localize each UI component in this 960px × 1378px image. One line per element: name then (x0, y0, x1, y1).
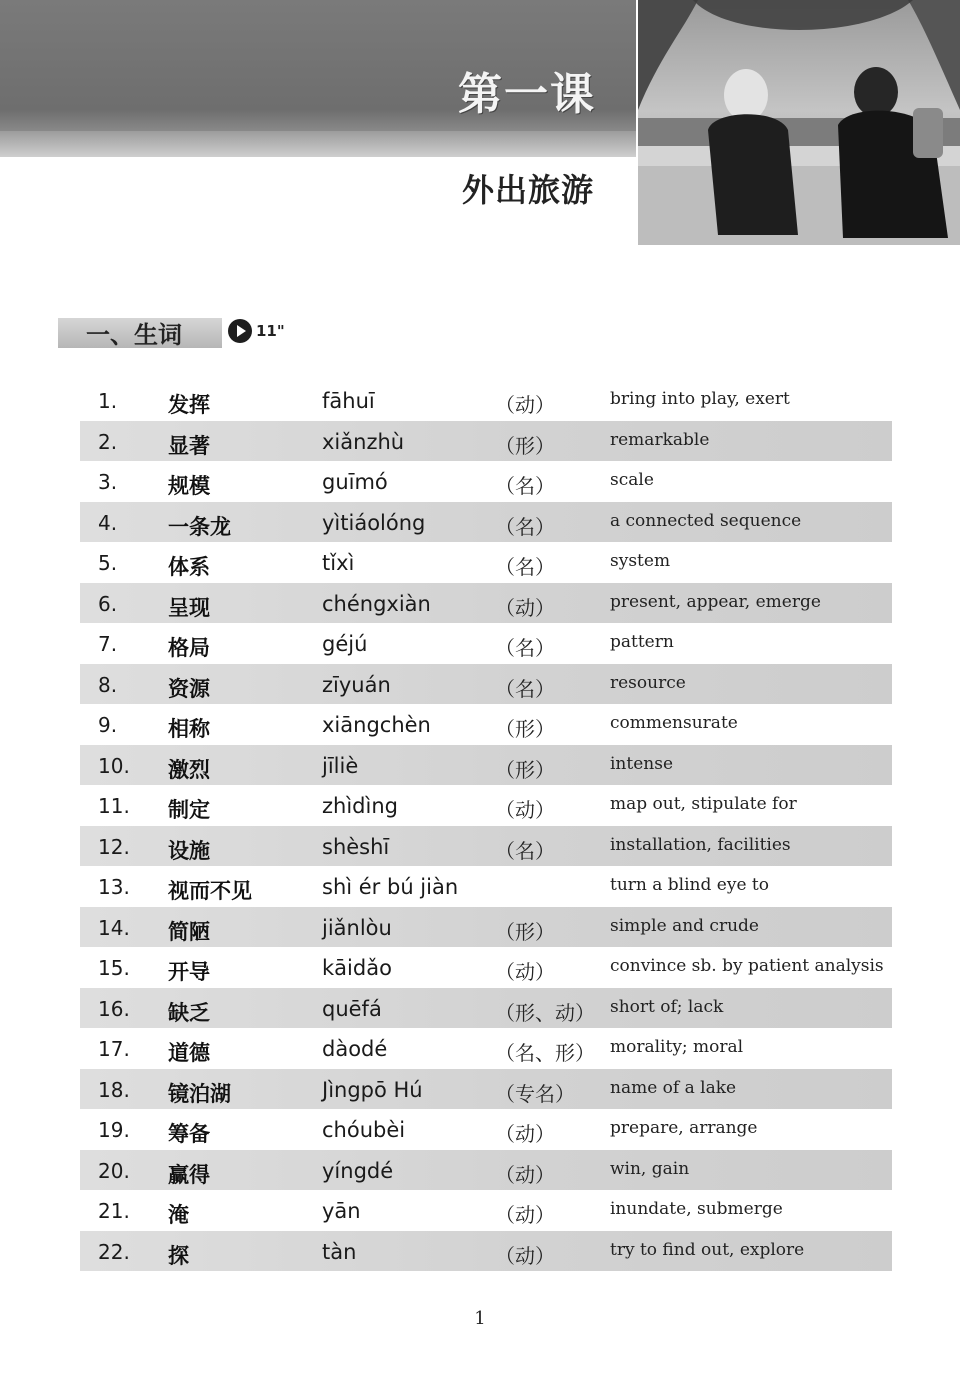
vocab-row (80, 1150, 892, 1191)
vocab-number: 6. (98, 591, 118, 616)
vocab-part-of-speech: （动） (495, 798, 555, 822)
vocab-english: system (610, 551, 671, 571)
vocab-hanzi: 视而不见 (168, 879, 252, 903)
vocab-part-of-speech: （形、动） (495, 1000, 595, 1025)
vocab-pinyin: shì ér bú jiàn (322, 875, 459, 899)
vocab-english: turn a blind eye to (610, 875, 769, 895)
vocab-row (80, 461, 892, 502)
vocab-number: 17. (98, 1037, 130, 1061)
vocab-pinyin: kāidǎo (322, 956, 392, 980)
vocab-english: convince sb. by patient analysis (610, 956, 884, 976)
vocab-row (80, 988, 892, 1029)
vocab-row (80, 785, 892, 826)
vocab-hanzi: 发挥 (168, 393, 210, 417)
vocab-number: 13. (98, 875, 130, 899)
vocab-hanzi: 筹备 (168, 1122, 210, 1146)
vocab-number: 15. (98, 956, 130, 980)
vocab-english: pattern (610, 632, 674, 652)
vocab-pinyin: xiāngchèn (322, 713, 431, 737)
vocab-row (80, 664, 892, 705)
vocab-row (80, 826, 892, 867)
vocab-number: 20. (98, 1158, 130, 1183)
vocab-part-of-speech: （名） (495, 474, 555, 498)
vocab-pinyin: shèshī (322, 834, 390, 859)
vocab-hanzi: 道德 (168, 1041, 210, 1065)
vocab-number: 2. (98, 429, 118, 454)
vocab-number: 10. (98, 753, 130, 778)
vocab-hanzi: 赢得 (168, 1162, 210, 1187)
vocab-pinyin: zhìdìng (322, 794, 398, 818)
lesson-title: 外出旅游 (462, 171, 595, 209)
section-title: 一、生词 (86, 320, 182, 349)
vocab-part-of-speech: （名） (495, 514, 555, 539)
audio-duration: 11" (256, 322, 285, 340)
vocab-english: simple and crude (610, 915, 759, 936)
vocab-part-of-speech: （名） (495, 636, 555, 660)
vocab-hanzi: 激烈 (168, 757, 210, 782)
vocab-english: bring into play, exert (610, 389, 790, 409)
vocab-hanzi: 相称 (168, 717, 210, 741)
vocab-row (80, 583, 892, 624)
vocab-hanzi: 资源 (168, 676, 210, 701)
vocab-english: map out, stipulate for (610, 794, 797, 814)
vocab-part-of-speech: （动） (495, 393, 555, 417)
vocab-pinyin: zīyuán (322, 672, 391, 697)
vocab-english: commensurate (610, 713, 738, 733)
vocab-number: 18. (98, 1077, 130, 1102)
vocab-row (80, 745, 892, 786)
vocab-part-of-speech: （名） (495, 555, 555, 579)
vocab-number: 5. (98, 551, 118, 575)
lesson-number: 第一课 (458, 69, 596, 120)
vocab-pinyin: tǐxì (322, 551, 355, 575)
vocab-english: try to find out, explore (610, 1239, 805, 1260)
vocab-row (80, 866, 892, 907)
vocab-hanzi: 淹 (168, 1203, 189, 1227)
vocab-part-of-speech: （动） (495, 960, 555, 984)
vocab-row (80, 1109, 892, 1150)
vocab-part-of-speech: （动） (495, 1122, 555, 1146)
vocab-english: inundate, submerge (610, 1199, 783, 1219)
vocab-number: 4. (98, 510, 118, 535)
vocab-hanzi: 缺乏 (168, 1000, 210, 1025)
vocab-number: 7. (98, 632, 118, 656)
vocab-part-of-speech: （形） (495, 717, 555, 741)
travel-photo-illustration (638, 0, 960, 245)
vocab-part-of-speech: （动） (495, 595, 555, 620)
vocab-row (80, 1069, 892, 1110)
vocab-pinyin: yān (322, 1199, 361, 1223)
vocab-row (80, 502, 892, 543)
vocab-number: 9. (98, 713, 118, 737)
audio-control[interactable] (228, 318, 285, 344)
vocab-hanzi: 规模 (168, 474, 210, 498)
page-number: 1 (474, 1308, 486, 1329)
vocab-english: short of; lack (610, 996, 724, 1017)
vocab-row (80, 1028, 892, 1069)
vocab-hanzi: 探 (168, 1243, 189, 1268)
vocab-pinyin: dàodé (322, 1037, 388, 1061)
vocab-hanzi: 开导 (168, 960, 210, 984)
vocab-pinyin: chéngxiàn (322, 591, 431, 616)
vocab-english: resource (610, 672, 686, 693)
vocab-part-of-speech: （动） (495, 1162, 555, 1187)
vocab-number: 1. (98, 389, 118, 413)
vocab-part-of-speech: （形） (495, 433, 555, 458)
vocab-english: present, appear, emerge (610, 591, 821, 612)
vocab-hanzi: 一条龙 (168, 514, 231, 539)
vocab-number: 19. (98, 1118, 130, 1142)
vocab-pinyin: yìtiáolóng (322, 510, 426, 535)
vocab-number: 8. (98, 672, 118, 697)
vocab-row (80, 542, 892, 583)
vocab-pinyin: guīmó (322, 470, 388, 494)
vocab-row (80, 947, 892, 988)
vocab-number: 3. (98, 470, 118, 494)
vocab-english: win, gain (610, 1158, 690, 1179)
vocab-part-of-speech: （名） (495, 838, 555, 863)
vocab-pinyin: géjú (322, 632, 368, 656)
vocab-number: 21. (98, 1199, 130, 1223)
vocab-hanzi: 设施 (168, 838, 210, 863)
vocab-number: 22. (98, 1239, 130, 1264)
vocab-english: installation, facilities (610, 834, 791, 855)
vocab-english: morality; moral (610, 1037, 744, 1057)
vocab-english: prepare, arrange (610, 1118, 758, 1138)
vocab-hanzi: 格局 (168, 636, 210, 660)
vocab-row (80, 1231, 892, 1272)
vocab-row (80, 1190, 892, 1231)
vocab-pinyin: xiǎnzhù (322, 429, 405, 454)
vocab-english: remarkable (610, 429, 710, 450)
vocab-pinyin: yíngdé (322, 1158, 394, 1183)
vocab-number: 11. (98, 794, 130, 818)
vocab-part-of-speech: （动） (495, 1243, 555, 1268)
vocab-part-of-speech: （动） (495, 1203, 555, 1227)
vocabulary-list (80, 380, 892, 1271)
vocab-number: 12. (98, 834, 130, 859)
vocab-part-of-speech: （名） (495, 676, 555, 701)
vocab-part-of-speech: （形） (495, 919, 555, 944)
vocab-pinyin: quēfá (322, 996, 382, 1021)
vocab-row (80, 704, 892, 745)
vocab-row (80, 380, 892, 421)
vocab-row (80, 907, 892, 948)
vocab-english: intense (610, 753, 674, 774)
vocab-part-of-speech: （专名） (495, 1081, 575, 1106)
vocab-pinyin: Jìngpō Hú (322, 1077, 423, 1102)
vocab-number: 14. (98, 915, 130, 940)
vocab-pinyin: chóubèi (322, 1118, 406, 1142)
vocab-pinyin: fāhuī (322, 389, 375, 413)
vocab-pinyin: jīliè (322, 753, 359, 778)
vocab-english: a connected sequence (610, 510, 802, 531)
vocab-part-of-speech: （名、形） (495, 1041, 595, 1065)
vocab-hanzi: 镜泊湖 (168, 1081, 231, 1106)
vocab-pinyin: tàn (322, 1239, 357, 1264)
vocab-hanzi: 呈现 (168, 595, 210, 620)
vocab-row (80, 421, 892, 462)
vocab-hanzi: 显著 (168, 433, 210, 458)
vocab-hanzi: 制定 (168, 798, 210, 822)
vocab-row (80, 623, 892, 664)
vocab-number: 16. (98, 996, 130, 1021)
vocab-pinyin: jiǎnlòu (322, 915, 392, 940)
vocab-hanzi: 简陋 (168, 919, 210, 944)
vocab-english: scale (610, 470, 654, 490)
vocab-part-of-speech: （形） (495, 757, 555, 782)
vocab-english: name of a lake (610, 1077, 737, 1098)
play-icon[interactable] (228, 319, 252, 343)
vocab-hanzi: 体系 (168, 555, 210, 579)
travel-photo (638, 0, 960, 245)
